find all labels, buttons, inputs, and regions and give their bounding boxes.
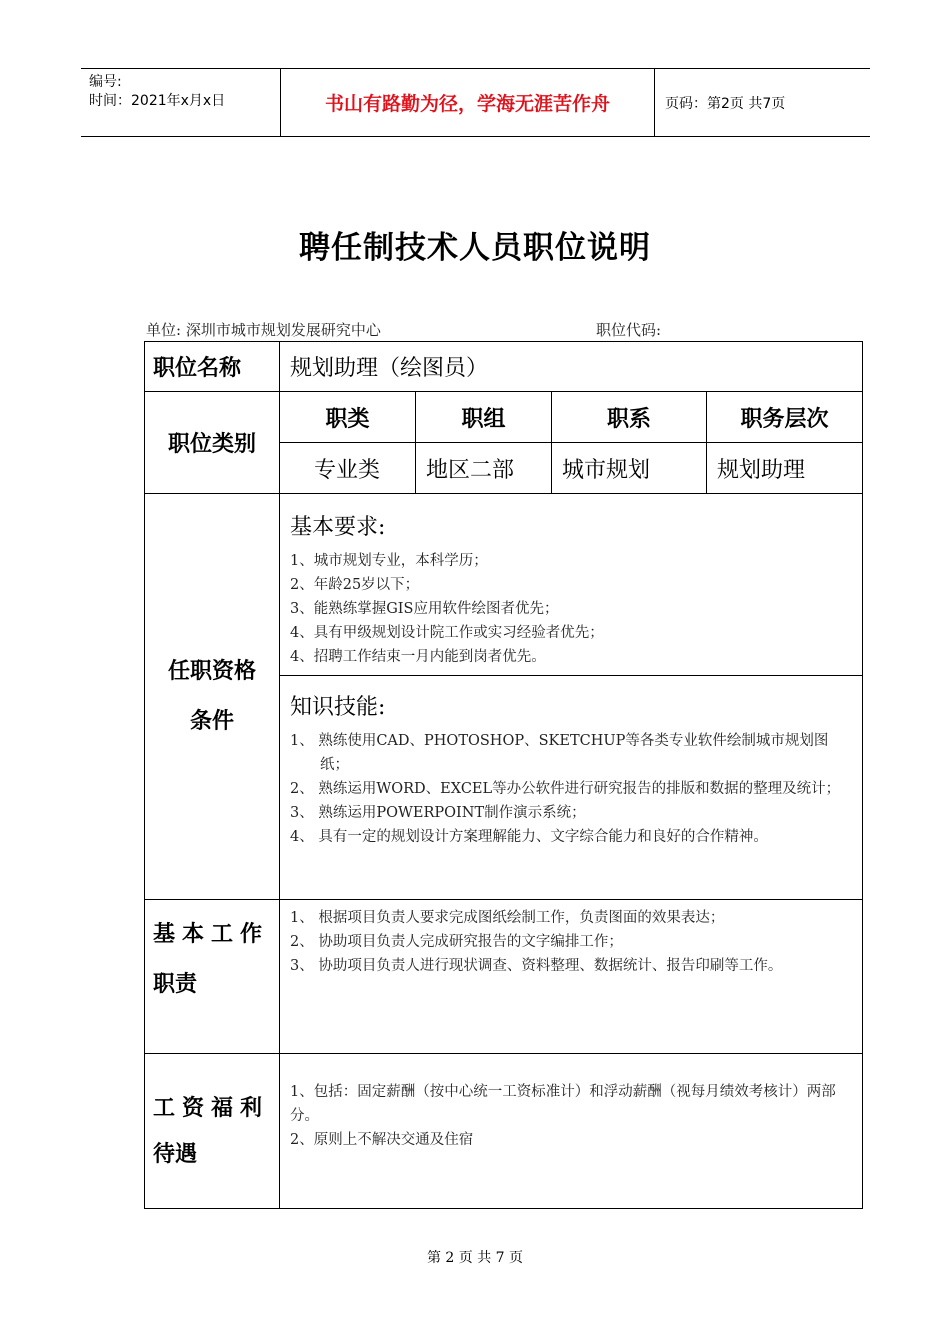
row-position-name: [145, 342, 863, 392]
category-header: 职类: [280, 392, 416, 443]
salary-label-line1: 工资福利: [153, 1096, 270, 1121]
duties-label-line2: 职责: [153, 972, 198, 997]
knowledge-skills-list: [280, 729, 862, 849]
position-code: 职位代码:: [596, 321, 662, 339]
header-page-info: 页码：第2页 共7页: [665, 95, 786, 112]
salary-label-line2: 待遇: [153, 1142, 198, 1167]
duties-label: [145, 900, 280, 1054]
list-item: 3、 熟练运用POWERPOINT制作演示系统；: [290, 805, 586, 821]
salary-cell: [280, 1054, 863, 1209]
row-basic-requirements: [145, 494, 863, 676]
category-value: 城市规划: [552, 443, 707, 494]
category-header: 职务层次: [707, 392, 863, 443]
position-name-label: 职位名称: [145, 342, 280, 392]
position-name-value: 规划助理（绘图员）: [280, 342, 863, 392]
list-item: 3、 协助项目负责人进行现状调查、资料整理、数据统计、报告印刷等工作。: [290, 958, 783, 974]
header-meta: [81, 69, 281, 136]
list-item: 3、能熟练掌握GIS应用软件绘图者优先；: [290, 601, 559, 617]
duties-list: [280, 906, 862, 978]
list-item: 4、 具有一定的规划设计方案理解能力、文字综合能力和良好的合作精神。: [290, 829, 768, 845]
list-item: 1、包括：固定薪酬（按中心统一工资标准计）和浮动薪酬（视每月绩效考核计）两部分。: [290, 1084, 836, 1124]
category-header: 职组: [416, 392, 552, 443]
category-value: 专业类: [280, 443, 416, 494]
list-item: 2、 熟练运用WORD、EXCEL等办公软件进行研究报告的排版和数据的整理及统计；: [290, 781, 841, 797]
category-value: 地区二部: [416, 443, 552, 494]
page-header: [81, 68, 870, 137]
page-title: 聘任制技术人员职位说明: [299, 230, 651, 266]
unit-line: [146, 319, 662, 340]
salary-label: [145, 1054, 280, 1209]
number-label: 编号:: [89, 74, 122, 90]
list-item: 1、 熟练使用CAD、PHOTOSHOP、SKETCHUP等各类专业软件绘制城市规划图纸；: [290, 733, 829, 773]
qualification-label-line2: 条件: [189, 708, 234, 734]
category-label: 职位类别: [145, 392, 280, 494]
row-duties: [145, 900, 863, 1054]
unit-name: 单位: 深圳市城市规划发展研究中心: [146, 321, 381, 339]
duties-cell: [280, 900, 863, 1054]
basic-requirements-cell: [280, 494, 863, 676]
list-item: 4、招聘工作结束一月内能到岗者优先。: [290, 649, 546, 665]
list-item: 2、 协助项目负责人完成研究报告的文字编排工作；: [290, 934, 623, 950]
basic-requirements-list: [280, 549, 862, 669]
qualification-label-line1: 任职资格: [167, 658, 256, 684]
knowledge-skills-cell: [280, 676, 863, 900]
basic-requirements-title: 基本要求:: [290, 515, 386, 540]
list-item: 1、城市规划专业，本科学历；: [290, 553, 488, 569]
position-table: [144, 341, 863, 1209]
list-item: 2、原则上不解决交通及住宿: [290, 1132, 474, 1148]
qualification-label: [145, 494, 280, 900]
row-category-headers: [145, 392, 863, 443]
category-header: 职系: [552, 392, 707, 443]
salary-list: [280, 1080, 862, 1152]
category-value: 规划助理: [707, 443, 863, 494]
duties-label-line1: 基本工作: [153, 922, 270, 947]
list-item: 1、 根据项目负责人要求完成图纸绘制工作，负责图面的效果表达；: [290, 910, 725, 926]
knowledge-skills-title: 知识技能:: [290, 695, 386, 720]
time-label: 时间：2021年x月x日: [89, 93, 226, 109]
page-footer: 第 2 页 共 7 页: [426, 1250, 524, 1266]
header-motto: 书山有路勤为径，学海无涯苦作舟: [281, 69, 655, 136]
list-item: 2、年龄25岁以下；: [290, 577, 420, 593]
row-salary: [145, 1054, 863, 1209]
list-item: 4、具有甲级规划设计院工作或实习经验者优先；: [290, 625, 604, 641]
